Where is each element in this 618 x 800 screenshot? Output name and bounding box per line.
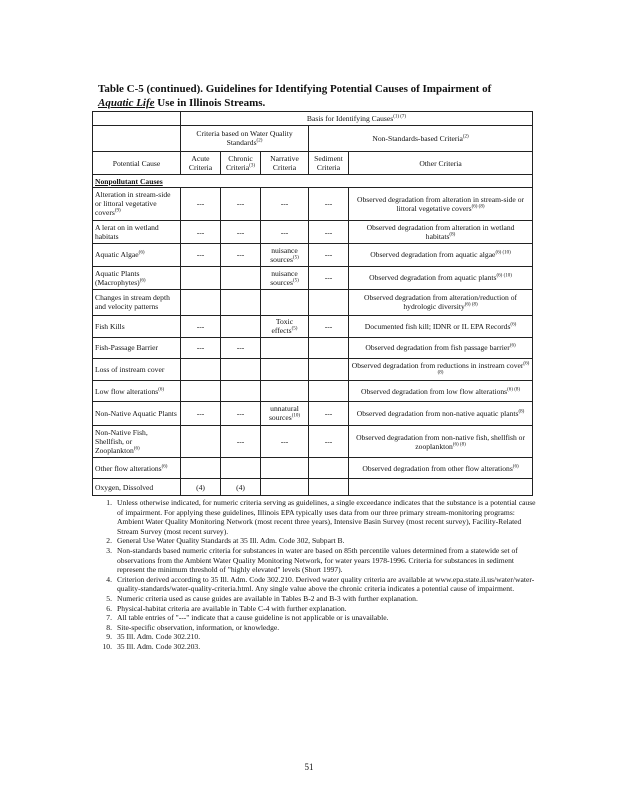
table-title [98,82,538,110]
cell-acute: (4) [181,479,221,496]
non-standards-header: Non-Standards-based Criteria$^{(2)}$ [309,126,533,152]
title-text: Table C-5 (continued). Guidelines for Identifying Potential Causes of Impairment of [98,83,492,95]
cell-other [349,479,533,496]
cell-sediment [309,289,349,315]
cell-chronic [221,358,261,380]
cell-other: Observed degradation from reductions in instream cover$^{(6) (8)}$ [349,358,533,380]
header-blank-2 [93,126,181,152]
cell-narrative [261,381,309,402]
table-row [93,337,533,358]
cell-acute [181,425,221,458]
section-nonpollutant: Nonpollutant Causes [93,175,533,188]
cell-other: Observed degradation from aquatic algae$^{(6) (10)}$ [349,244,533,266]
cell-other: Observed degradation from alteration in wetland habitats$^{(8)}$ [349,220,533,243]
cell-acute [181,289,221,315]
cell-chronic [221,458,261,479]
footnotes [98,498,538,652]
table-row [93,244,533,266]
page-number: 51 [304,762,314,772]
cell-sediment: --- [309,315,349,337]
cell-other: Observed degradation from non-native aquatic plants$^{(8)}$ [349,402,533,425]
footnote: 5. Numeric criteria used as cause guides are available in Tables B-2 and B-3 with further explanation. [106,593,418,603]
header-blank [93,112,181,126]
cell-chronic [221,315,261,337]
cell-narrative: unnatural sources$^{(10)}$ [261,402,309,425]
table-row [93,425,533,458]
cell-cause: Loss of instream cover [93,358,181,380]
cell-sediment: --- [309,266,349,289]
cell-sediment: --- [309,425,349,458]
footnote: 7. All table entries of "---" indicate that a cause guideline is not applicable or is unavailable. [106,613,389,623]
table-row [93,188,533,221]
cell-narrative: nuisance sources$^{(5)}$ [261,266,309,289]
cell-narrative [261,337,309,358]
table-row [93,402,533,425]
cell-acute: --- [181,188,221,221]
cell-chronic: --- [221,220,261,243]
title-suffix: Use in Illinois Streams. [154,97,266,109]
cell-sediment [309,458,349,479]
cell-cause: Oxygen, Dissolved [93,479,181,496]
cell-other: Observed degradation from non-native fish, shellfish or zooplankton$^{(6) (8)}$ [349,425,533,458]
cell-other: Observed degradation from low flow alterations$^{(6) (8)}$ [349,381,533,402]
footnote: 2. General Use Water Quality Standards at 35 Ill. Adm. Code 302, Subpart B. [106,536,345,546]
cell-cause: Low flow alterations$^{(6)}$ [93,381,181,402]
cell-chronic [221,289,261,315]
table-row [93,289,533,315]
cell-acute [181,381,221,402]
cell-acute [181,458,221,479]
cell-other: Documented fish kill; IDNR or IL EPA Records$^{(6)}$ [349,315,533,337]
col-other: Other Criteria [349,151,533,174]
cell-chronic [221,266,261,289]
cell-sediment: --- [309,220,349,243]
table-row [93,315,533,337]
cell-acute [181,266,221,289]
col-potential-cause: Potential Cause [93,151,181,174]
cell-other: Observed degradation from fish passage barrier$^{(6)}$ [349,337,533,358]
cell-cause: Alteration in stream-side or littoral vegetative covers$^{(9)}$ [93,188,181,221]
cell-cause: Fish-Passage Barrier [93,337,181,358]
cell-cause: Non-Native Aquatic Plants [93,402,181,425]
footnote: 4. Criterion derived according to 35 Ill. Adm. Code 302.210. Derived water quality criteria are available at www.epa.state.il.us/water/water-quality-standards/water-quality-criteria.html. Any single value above the chronic criteria indicates a potential cause of impairment. [106,574,535,594]
cell-chronic: --- [221,337,261,358]
col-narrative: Narrative Criteria [261,151,309,174]
cell-narrative [261,479,309,496]
cell-other: Observed degradation from alteration in stream-side or littoral vegetative covers$^{(6) (8)}$ [349,188,533,221]
cell-sediment: --- [309,188,349,221]
cell-cause: A lerat on in wetland habitats [93,220,181,243]
cell-acute [181,358,221,380]
cell-chronic: --- [221,402,261,425]
cell-narrative: --- [261,188,309,221]
footnote: 1. Unless otherwise indicated, for numeric criteria serving as guidelines, a single exceedance indicates that the substance is a potential cause of impairment. For applying these guidelines, Illinois EPA typically uses data from our three primary stream-monitoring programs: Ambient Water Quality Monitoring Network (most recent three years), Intensive Basin Survey (most recent survey), Facility-Related Stream Survey (most recent survey). [106,498,536,536]
cell-narrative [261,289,309,315]
basis-header: Basis for Identifying Causes$^{(1) (7)}$ [181,112,533,126]
cell-sediment [309,381,349,402]
cell-narrative [261,358,309,380]
cell-chronic: --- [221,188,261,221]
table-row [93,358,533,380]
cell-chronic: --- [221,425,261,458]
cell-acute: --- [181,402,221,425]
cell-sediment: --- [309,402,349,425]
wq-criteria-header: Criteria based on Water Quality Standards$^{(2)}$ [181,126,309,152]
footnote: 3. Non-standards based numeric criteria for substances in water are based on 85th percentile values determined from a statewide set of observations from the Ambient Water Quality Monitoring Network, for water years 1978-1996. Criteria for substances in sediment represent the minimum threshold of "highly elevated" levels (Short 1997). [106,545,518,575]
guidelines-table [92,111,533,496]
cell-acute: --- [181,244,221,266]
cell-sediment: --- [309,244,349,266]
cell-cause: Other flow alterations$^{(6)}$ [93,458,181,479]
cell-narrative: Toxic effects$^{(5)}$ [261,315,309,337]
cell-chronic [221,381,261,402]
cell-sediment [309,479,349,496]
cell-chronic: (4) [221,479,261,496]
cell-chronic: --- [221,244,261,266]
cell-narrative: nuisance sources$^{(5)}$ [261,244,309,266]
table-row [93,266,533,289]
title-italic: Aquatic Life [98,97,155,109]
footnote: 6. Physical-habitat criteria are available in Table C-4 with further explanation. [106,603,347,613]
cell-other: Observed degradation from other flow alterations$^{(6)}$ [349,458,533,479]
cell-acute: --- [181,220,221,243]
table-row [93,220,533,243]
footnote: 8. Site-specific observation, information, or knowledge. [106,622,280,632]
cell-sediment [309,337,349,358]
cell-acute: --- [181,315,221,337]
table-row [93,458,533,479]
cell-other: Observed degradation from alteration/reduction of hydrologic diversity$^{(6) (8)}$ [349,289,533,315]
cell-cause: Aquatic Plants (Macrophytes)$^{(6)}$ [93,266,181,289]
footnote: 9. 35 Ill. Adm. Code 302.210. [106,632,201,642]
cell-cause: Aquatic Algae$^{(6)}$ [93,244,181,266]
col-chronic: Chronic Criteria$^{(3)}$ [221,151,261,174]
cell-narrative: --- [261,220,309,243]
cell-cause: Changes in stream depth and velocity patterns [93,289,181,315]
cell-cause: Non-Native Fish, Shellfish, or Zooplankton$^{(6)}$ [93,425,181,458]
col-sediment: Sediment Criteria [309,151,349,174]
col-acute: Acute Criteria [181,151,221,174]
cell-other: Observed degradation from aquatic plants$^{(6) (10)}$ [349,266,533,289]
footnote: 10. 35 Ill. Adm. Code 302.203. [102,641,201,651]
cell-narrative [261,458,309,479]
cell-acute: --- [181,337,221,358]
cell-sediment [309,358,349,380]
table-row [93,479,533,496]
table-row [93,381,533,402]
cell-cause: Fish Kills [93,315,181,337]
cell-narrative: --- [261,425,309,458]
